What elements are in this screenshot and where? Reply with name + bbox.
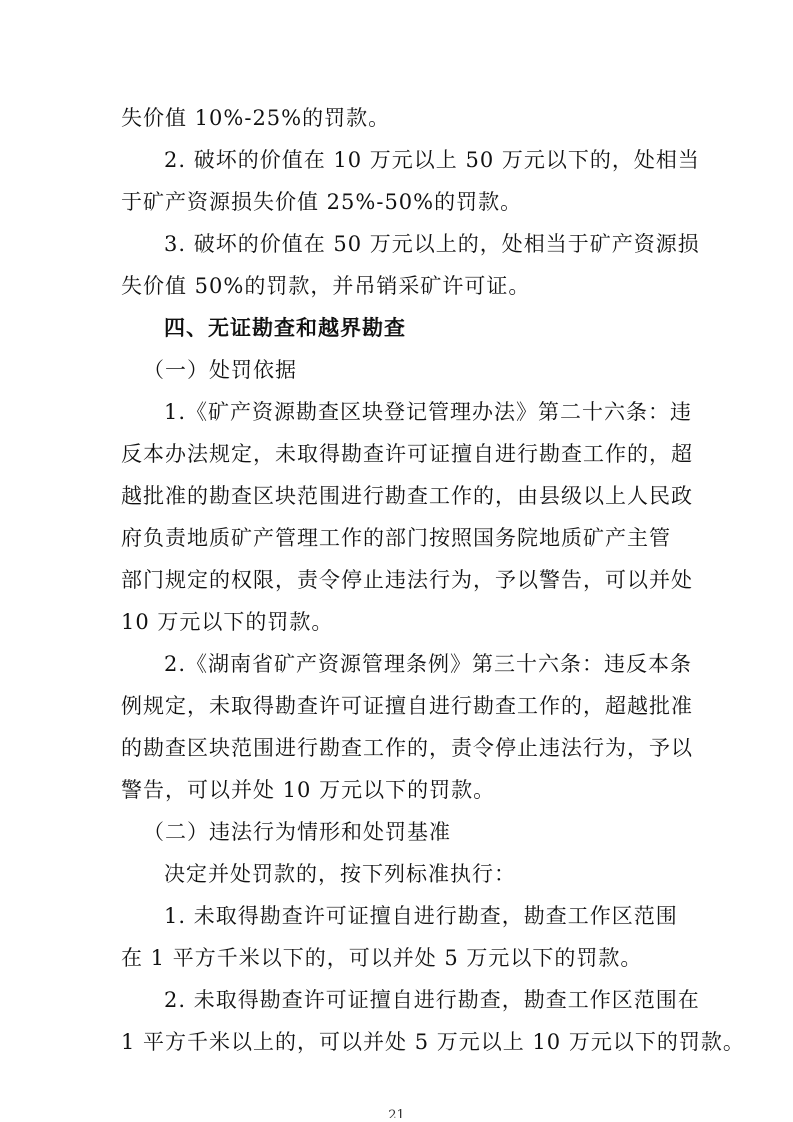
subsection-heading: （一）处罚依据	[143, 358, 297, 382]
section-heading: 四、无证勘查和越界勘查	[164, 316, 406, 340]
text-line: 的勘查区块范围进行勘查工作的，责令停止违法行为，予以	[121, 736, 693, 760]
text-line: 10 万元以下的罚款。	[121, 610, 334, 634]
text-line: 1 平方千米以上的，可以并处 5 万元以上 10 万元以下的罚款。	[121, 1030, 745, 1054]
text-line: 1.《矿产资源勘查区块登记管理办法》第二十六条：违	[164, 400, 693, 424]
text-line: 失价值 50%的罚款，并吊销采矿许可证。	[121, 274, 531, 298]
text-line: 警告，可以并处 10 万元以下的罚款。	[121, 778, 496, 802]
text-line: 在 1 平方千米以下的，可以并处 5 万元以下的罚款。	[121, 946, 643, 970]
text-line: 府负责地质矿产管理工作的部门按照国务院地质矿产主管	[121, 526, 671, 550]
text-line: 决定并处罚款的，按下列标准执行：	[164, 862, 516, 886]
text-line: 于矿产资源损失价值 25%-50%的罚款。	[121, 190, 523, 214]
subsection-heading: （二）违法行为情形和处罚基准	[143, 820, 451, 844]
text-line: 1. 未取得勘查许可证擅自进行勘查，勘查工作区范围	[164, 904, 678, 928]
page-number: 21	[388, 1108, 405, 1118]
text-line: 2. 破坏的价值在 10 万元以上 50 万元以下的，处相当	[164, 148, 700, 172]
text-line: 反本办法规定，未取得勘查许可证擅自进行勘查工作的，超	[121, 442, 693, 466]
text-line: 失价值 10%-25%的罚款。	[121, 106, 391, 130]
text-line: 2. 未取得勘查许可证擅自进行勘查，勘查工作区范围在	[164, 988, 700, 1012]
text-line: 例规定，未取得勘查许可证擅自进行勘查工作的，超越批准	[121, 694, 693, 718]
text-line: 越批准的勘查区块范围进行勘查工作的，由县级以上人民政	[121, 484, 693, 508]
text-line: 部门规定的权限，责令停止违法行为，予以警告，可以并处	[121, 568, 693, 592]
text-line: 2.《湖南省矿产资源管理条例》第三十六条：违反本条	[164, 652, 693, 676]
text-line: 3. 破坏的价值在 50 万元以上的，处相当于矿产资源损	[164, 232, 700, 256]
